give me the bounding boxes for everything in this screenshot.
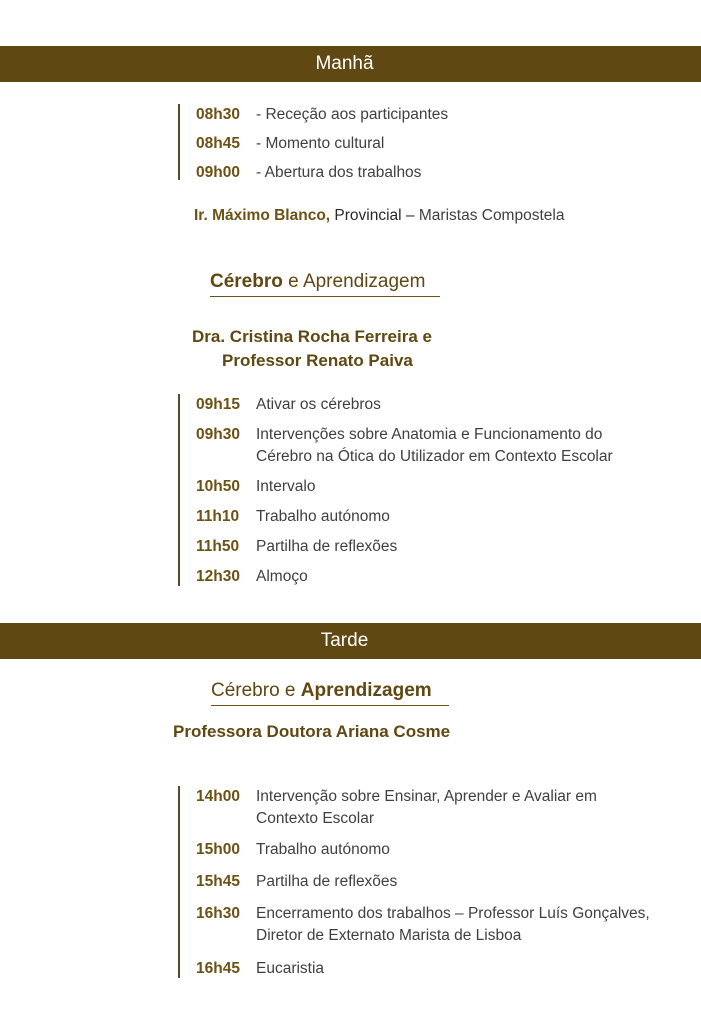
heading-light: Cérebro e	[211, 680, 296, 701]
morning-speaker-2: Professor Renato Paiva	[222, 351, 413, 370]
afternoon-band-label: Tarde	[320, 630, 369, 651]
host-role: Provincial	[334, 207, 402, 224]
morning-schedule	[178, 394, 613, 586]
time-label: 15h00	[196, 841, 240, 858]
item-text: Intervenção sobre Ensinar, Aprender e Avaliar em	[256, 788, 597, 805]
item-text-block	[256, 786, 597, 830]
list-item	[196, 786, 666, 830]
host-comma: ,	[325, 207, 331, 224]
morning-speaker-1: Dra. Cristina Rocha Ferreira e	[192, 327, 432, 346]
time-label: 09h15	[196, 396, 240, 413]
time-label: 12h30	[196, 568, 240, 585]
host-line	[194, 205, 564, 227]
list-item	[196, 903, 666, 947]
time-label: 16h45	[196, 960, 240, 977]
host-org: Maristas Compostela	[418, 207, 565, 224]
item-text: Encerramento dos trabalhos – Professor Luís Gonçalves,	[256, 905, 650, 922]
time-label: 09h30	[196, 426, 240, 443]
item-text: Intervenções sobre Anatomia e Funcionamento do	[256, 426, 603, 443]
item-text: Partilha de reflexões	[256, 538, 398, 555]
item-text: Eucaristia	[256, 960, 325, 977]
time-label: 08h30	[196, 106, 240, 123]
afternoon-schedule	[178, 786, 650, 978]
morning-band-label: Manhã	[315, 53, 374, 74]
item-text-block	[256, 424, 613, 468]
afternoon-band	[0, 623, 701, 659]
list-item	[196, 839, 666, 861]
list-item	[196, 394, 666, 416]
time-label: 15h45	[196, 873, 240, 890]
item-text-cont: Contexto Escolar	[256, 810, 375, 827]
time-label: 08h45	[196, 135, 240, 152]
list-item	[196, 958, 666, 980]
host-name: Ir. Máximo Blanco	[194, 207, 326, 224]
item-text: Trabalho autónomo	[256, 508, 390, 525]
list-item	[196, 133, 666, 155]
list-item	[196, 162, 666, 184]
time-label: 14h00	[196, 788, 240, 805]
item-text-cont: Diretor de Externato Marista de Lisboa	[256, 927, 522, 944]
time-label: 09h00	[196, 164, 240, 181]
item-text: Intervalo	[256, 478, 316, 495]
item-text: Trabalho autónomo	[256, 841, 390, 858]
list-item	[196, 536, 666, 558]
heading-rest: e Aprendizagem	[288, 271, 426, 292]
time-label: 16h30	[196, 905, 240, 922]
list-item	[196, 476, 666, 498]
time-label: 11h10	[196, 508, 240, 525]
item-text-block	[256, 903, 650, 947]
afternoon-section-heading	[211, 680, 449, 706]
time-label: 10h50	[196, 478, 240, 495]
item-text: Partilha de reflexões	[256, 873, 398, 890]
list-item	[196, 104, 666, 126]
item-text-cont: Cérebro na Ótica do Utilizador em Contexto Escolar	[256, 448, 613, 465]
morning-section-heading	[210, 271, 440, 297]
list-item	[196, 424, 666, 468]
afternoon-speaker: Professora Doutora Ariana Cosme	[173, 722, 451, 741]
heading-bold: Cérebro	[210, 271, 283, 292]
list-item	[196, 871, 666, 893]
opening-schedule	[178, 104, 449, 181]
item-text: Almoço	[256, 568, 308, 585]
item-text: - Momento cultural	[256, 135, 385, 152]
time-label: 11h50	[196, 538, 240, 555]
item-text: Ativar os cérebros	[256, 396, 381, 413]
list-item	[196, 506, 666, 528]
item-text: - Receção aos participantes	[256, 106, 449, 123]
list-item	[196, 566, 666, 588]
morning-band	[0, 46, 701, 82]
host-dash: –	[405, 207, 415, 224]
heading-bold: Aprendizagem	[300, 680, 432, 701]
item-text: - Abertura dos trabalhos	[256, 164, 422, 181]
